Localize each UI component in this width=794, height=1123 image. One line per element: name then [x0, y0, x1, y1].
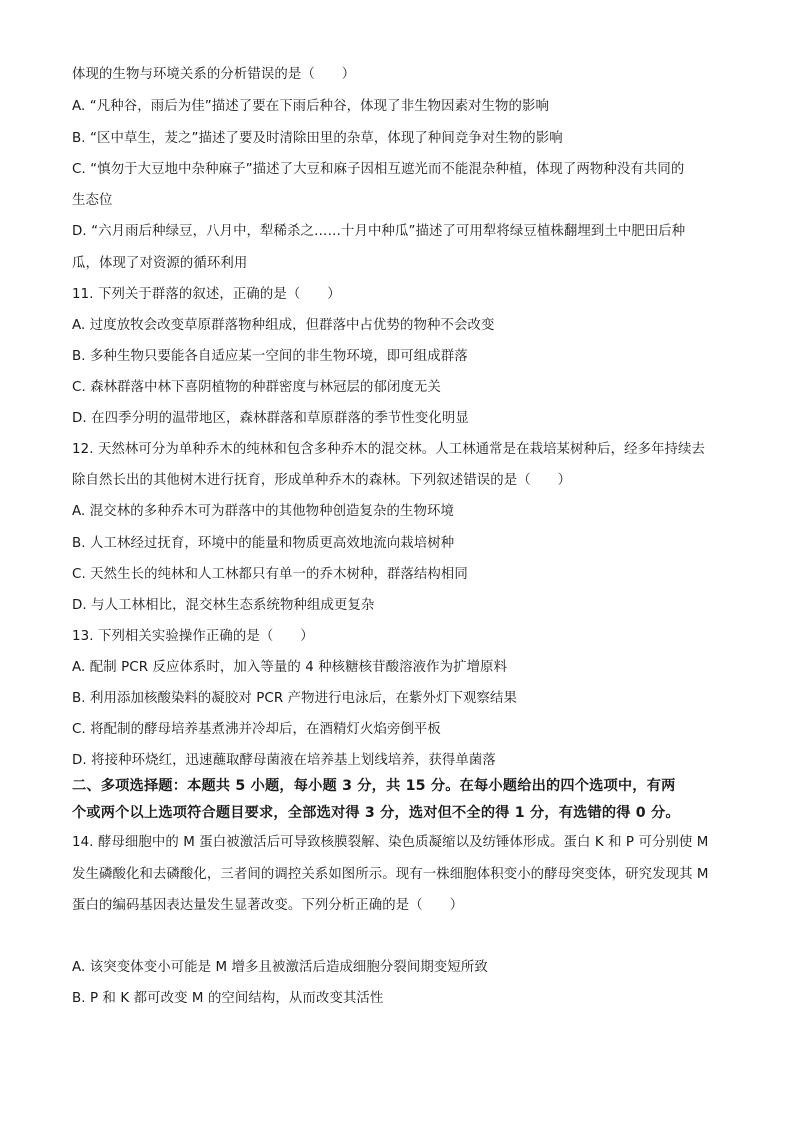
q12-option-c: C. 天然生长的纯林和人工林都只有单一的乔木树种，群落结构相同 [72, 567, 468, 582]
q11-option-b: B. 多种生物只要能各自适应某一空间的非生物环境，即可组成群落 [72, 349, 468, 364]
q13-option-c: C. 将配制的酵母培养基煮沸并冷却后，在酒精灯火焰旁倒平板 [72, 722, 441, 737]
q10-option-b: B. “区中草生，茇之”描述了要及时清除田里的杂草，体现了种间竞争对生物的影响 [72, 131, 563, 146]
q12-stem-line2: 除自然长出的其他树木进行抚育，形成单种乔木的森林。下列叙述错误的是（ ） [72, 473, 572, 488]
q14-option-b: B. P 和 K 都可改变 M 的空间结构，从而改变其活性 [72, 991, 384, 1006]
q12-option-b: B. 人工林经过抚育，环境中的能量和物质更高效地流向栽培树种 [72, 536, 455, 551]
q10-stem-cont: 体现的生物与环境关系的分析错误的是（ ） [72, 67, 356, 82]
section2-heading-line2: 个或两个以上选项符合题目要求，全部选对得 3 分，选对但不全的得 1 分，有选错的得 0 分。 [72, 805, 680, 821]
q14-option-a: A. 该突变体变小可能是 M 增多且被激活后造成细胞分裂间期变短所致 [72, 960, 488, 975]
q12-option-d: D. 与人工林相比，混交林生态系统物种组成更复杂 [72, 598, 375, 613]
q11-option-d: D. 在四季分明的温带地区，森林群落和草原群落的季节性变化明显 [72, 411, 469, 426]
q14-stem-line3: 蛋白的编码基因表达量发生显著改变。下列分析正确的是（ ） [72, 898, 464, 913]
q13-option-a: A. 配制 PCR 反应体系时，加入等量的 4 种核糖核苷酸溶液作为扩增原料 [72, 660, 508, 675]
q10-option-d-line1: D. “六月雨后种绿豆，八月中，犁稀杀之……十月中种瓜”描述了可用犁将绿豆植株翻埋到土中肥田后种 [72, 224, 686, 239]
q10-option-c-line1: C. “慎勿于大豆地中杂种麻子”描述了大豆和麻子因相互遮光而不能混杂种植，体现了两物种没有共同的 [72, 162, 685, 177]
q14-stem-line2: 发生磷酸化和去磷酸化，三者间的调控关系如图所示。现有一株细胞体积变小的酵母突变体，研究发现其 M [72, 867, 709, 882]
q13-stem: 13. 下列相关实验操作正确的是（ ） [72, 629, 314, 644]
q11-option-c: C. 森林群落中林下喜阴植物的种群密度与林冠层的郁闭度无关 [72, 380, 441, 395]
q11-stem: 11. 下列关于群落的叙述，正确的是（ ） [72, 287, 341, 302]
q11-option-a: A. 过度放牧会改变草原群落物种组成，但群落中占优势的物种不会改变 [72, 318, 495, 333]
q12-stem-line1: 12. 天然林可分为单种乔木的纯林和包含多种乔木的混交林。人工林通常是在栽培某树种后，经多年持续去 [72, 442, 706, 457]
q10-option-d-line2: 瓜，体现了对资源的循环利用 [72, 256, 248, 271]
q10-option-a: A. “凡种谷，雨后为佳”描述了要在下雨后种谷，体现了非生物因素对生物的影响 [72, 99, 549, 114]
q10-option-c-line2: 生态位 [72, 193, 113, 208]
q13-option-d: D. 将接种环烧红，迅速蘸取酵母菌液在培养基上划线培养，获得单菌落 [72, 753, 496, 768]
section2-heading-line1: 二、多项选择题：本题共 5 小题，每小题 3 分，共 15 分。在每小题给出的四个选项中，有两 [72, 778, 676, 794]
q14-stem-line1: 14. 酵母细胞中的 M 蛋白被激活后可导致核膜裂解、染色质凝缩以及纺锤体形成。蛋白 K 和 P 可分别使 M [72, 835, 709, 850]
q12-option-a: A. 混交林的多种乔木可为群落中的其他物种创造复杂的生物环境 [72, 504, 454, 519]
q13-option-b: B. 利用添加核酸染料的凝胶对 PCR 产物进行电泳后，在紫外灯下观察结果 [72, 691, 517, 706]
